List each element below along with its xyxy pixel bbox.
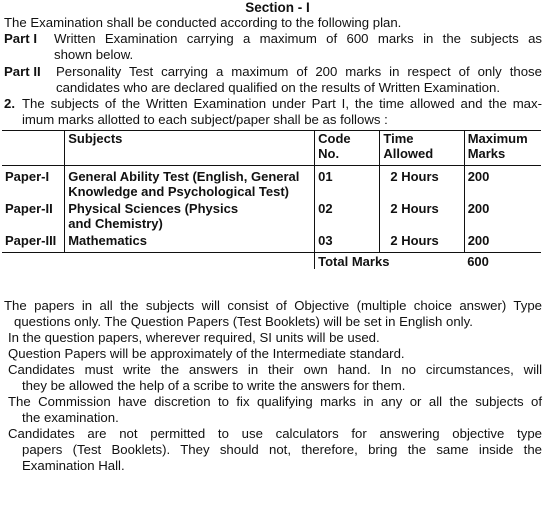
note-line: the examination. (22, 410, 119, 425)
cell-marks: 200 (464, 231, 541, 253)
cell-marks: 200 (467, 201, 490, 216)
point-2-text-line-1: The subjects of the Written Examination under Part I, the time allowed and the max- (22, 96, 542, 111)
table-header-row (2, 131, 541, 166)
header-code-line-1: Code (318, 131, 351, 146)
note-line: Examination Hall. (22, 458, 125, 473)
cell-time: 2 Hours (380, 199, 464, 231)
note-line: Question Papers will be approximately of the Intermediate standard. (8, 346, 405, 361)
point-2-number: 2. (4, 96, 15, 111)
header-subjects (65, 131, 315, 166)
part-2-text-line-2: candidates who are declared qualified on the results of Written Examination. (56, 80, 500, 95)
cell-subject-line-1: General Ability Test (English, General (68, 169, 300, 184)
cell-marks: 200 (467, 169, 490, 184)
header-max-line-2: Marks (467, 146, 506, 161)
total-blank-2 (65, 253, 315, 270)
header-max-line-1: Maximum (467, 131, 528, 146)
header-time-line-1: Time (383, 131, 414, 146)
cell-code: 03 (315, 231, 380, 253)
header-time (380, 131, 464, 166)
cell-time: 2 Hours (380, 166, 464, 200)
cell-subject (65, 199, 315, 231)
cell-paper: Paper-II (2, 199, 65, 231)
table-total-row (2, 253, 541, 270)
part-1-text-line-1: Written Examination carrying a maximum of 600 marks in the subjects as (54, 31, 542, 46)
note-line: The Commission have discretion to fix qualifying marks in any or all the subjects of (8, 394, 542, 409)
intro-text: The Examination shall be conducted according to the following plan. (4, 15, 402, 30)
cell-paper: Paper-I (2, 166, 65, 200)
note-line: In the question papers, wherever required, SI units will be used. (8, 330, 380, 345)
header-code-line-2: No. (318, 146, 340, 161)
cell-time: 2 Hours (380, 231, 464, 253)
cell-subject-line-2: and Chemistry) (68, 216, 163, 231)
note-line: The papers in all the subjects will consist of Objective (multiple choice answer) Type (4, 298, 542, 313)
note-line: papers (Test Booklets). They should not, therefore, bring the same inside the (22, 442, 542, 457)
total-marks-label: Total Marks (318, 254, 390, 269)
point-2-text-line-2: imum marks allotted to each subject/paper shall be as follows : (22, 112, 388, 127)
part-2-label: Part II (4, 64, 41, 79)
header-time-line-2: Allowed (383, 146, 434, 161)
note-line: Candidates are not permitted to use calculators for answering objective type (8, 426, 542, 441)
note-line: they be allowed the help of a scribe to write the answers for them. (22, 378, 406, 393)
table-row (2, 231, 541, 253)
total-blank-1 (2, 253, 65, 270)
cell-subject-line-1: Physical Sciences (Physics (68, 201, 239, 216)
header-paper (2, 131, 65, 166)
cell-code: 01 (315, 166, 380, 200)
total-marks-value: 600 (467, 254, 489, 269)
cell-code: 02 (315, 199, 380, 231)
section-title: Section - I (245, 0, 310, 15)
header-max-marks (464, 131, 541, 166)
cell-subject-line-2: Knowledge and Psychological Test) (68, 184, 290, 199)
cell-subject (65, 166, 315, 200)
part-1-text-line-2: shown below. (54, 47, 134, 62)
cell-paper: Paper-III (2, 231, 65, 253)
table-row (2, 199, 541, 231)
cell-subject: Mathematics (65, 231, 315, 253)
note-line: Candidates must write the answers in their own hand. In no circumstances, will (8, 362, 542, 377)
part-2-text-line-1: Personality Test carrying a maximum of 200 marks in respect of only those (56, 64, 542, 79)
header-code (315, 131, 380, 166)
header-subjects-label: Subjects (68, 131, 123, 146)
note-line: questions only. The Question Papers (Test Booklets) will be set in English only. (14, 314, 473, 329)
table-row (2, 166, 541, 200)
marks-table (2, 130, 541, 269)
part-1-label: Part I (4, 31, 37, 46)
